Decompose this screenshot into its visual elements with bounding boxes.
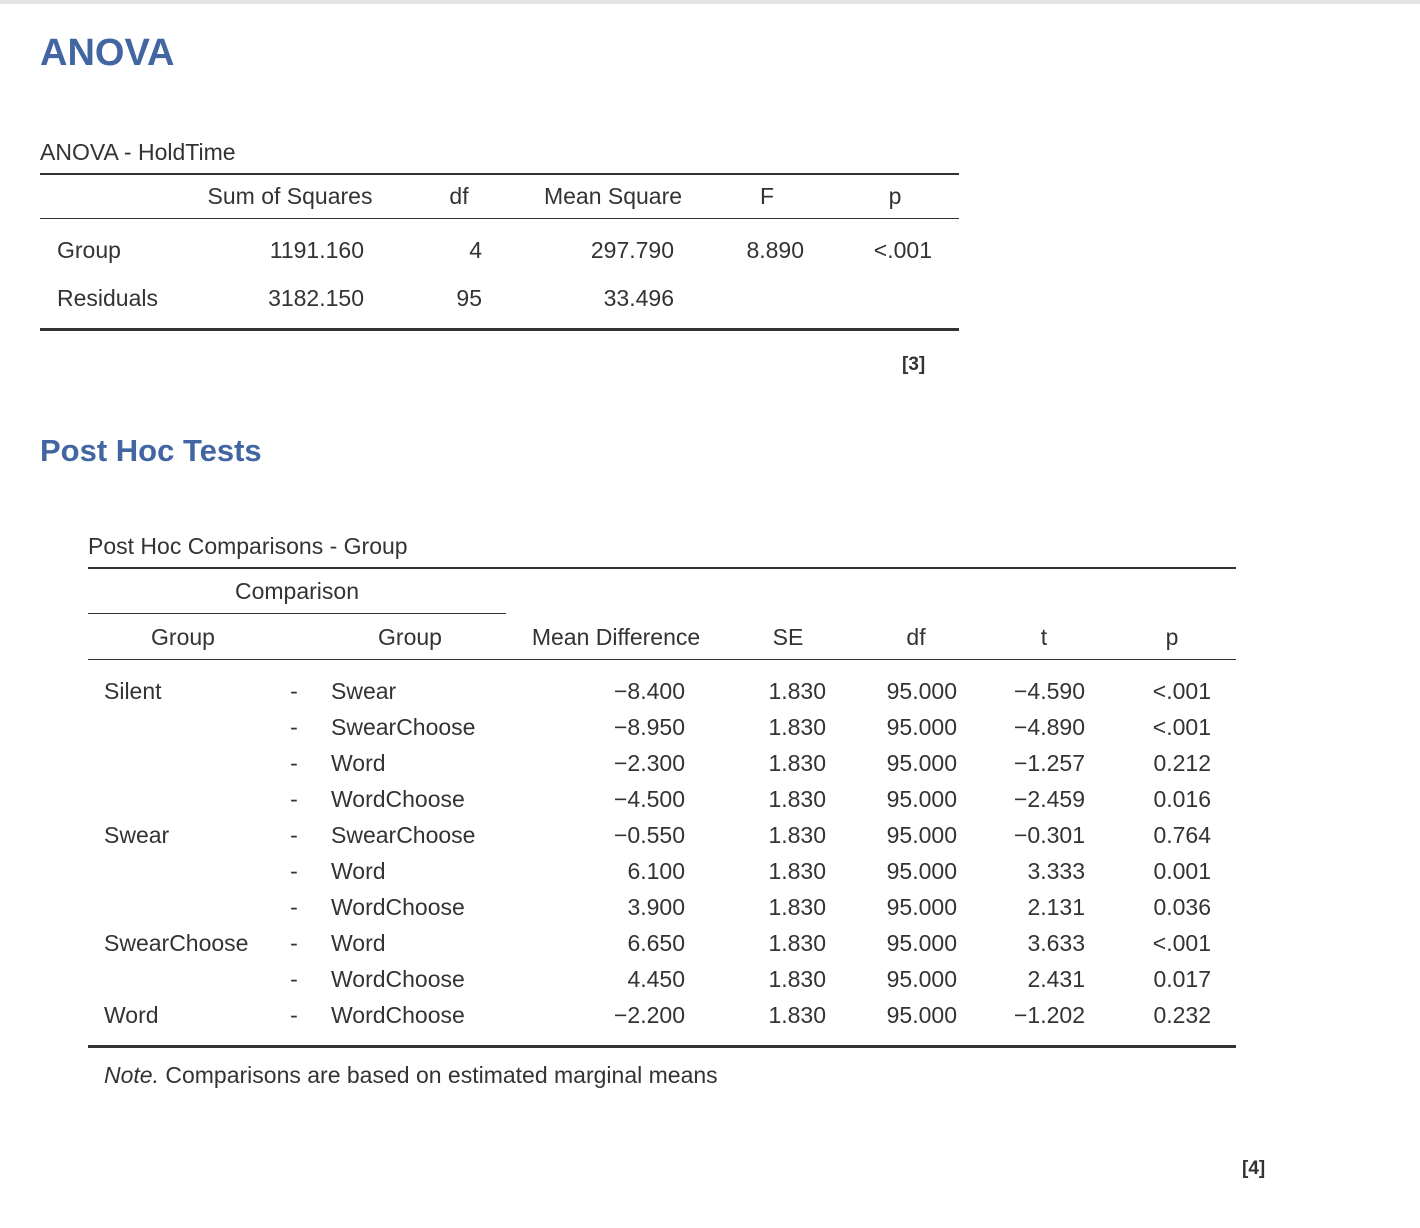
posthoc-cell-se: 1.830 xyxy=(768,786,826,812)
posthoc-cell-df: 95.000 xyxy=(886,750,957,776)
anova-header-df: df xyxy=(449,183,469,209)
posthoc-cell-t: −4.590 xyxy=(1014,678,1085,704)
posthoc-header-mean-difference: Mean Difference xyxy=(531,624,701,650)
posthoc-heading: Post Hoc Tests xyxy=(40,433,262,468)
posthoc-cell-df: 95.000 xyxy=(886,858,957,884)
anova-table-header-rule xyxy=(40,218,959,219)
posthoc-cell-group2: Swear xyxy=(331,678,397,704)
posthoc-table-title: Post Hoc Comparisons - Group xyxy=(88,533,408,559)
posthoc-cell-separator: - xyxy=(290,930,298,956)
posthoc-cell-t: −4.890 xyxy=(1014,714,1085,740)
posthoc-cell-t: −0.301 xyxy=(1014,822,1085,848)
posthoc-cell-df: 95.000 xyxy=(886,786,957,812)
posthoc-cell-se: 1.830 xyxy=(768,930,826,956)
posthoc-cell-p: 0.036 xyxy=(1153,894,1211,920)
posthoc-cell-p: <.001 xyxy=(1152,714,1211,740)
anova-reference: [3] xyxy=(902,354,926,375)
posthoc-cell-group2: Word xyxy=(331,750,386,776)
posthoc-header-t: t xyxy=(1040,624,1048,650)
posthoc-cell-se: 1.830 xyxy=(768,714,826,740)
posthoc-cell-se: 1.830 xyxy=(768,858,826,884)
posthoc-cell-mean-difference: −8.400 xyxy=(614,678,685,704)
posthoc-cell-df: 95.000 xyxy=(886,714,957,740)
posthoc-header-df: df xyxy=(906,624,926,650)
posthoc-cell-mean-difference: −8.950 xyxy=(614,714,685,740)
posthoc-cell-se: 1.830 xyxy=(768,966,826,992)
posthoc-comparison-header: Comparison xyxy=(235,578,359,604)
posthoc-cell-mean-difference: −4.500 xyxy=(614,786,685,812)
posthoc-cell-t: 2.431 xyxy=(1027,966,1085,992)
anova-row-f: 8.890 xyxy=(746,237,804,263)
posthoc-cell-t: −2.459 xyxy=(1014,786,1085,812)
anova-header-sum-of-squares: Sum of Squares xyxy=(207,183,373,209)
posthoc-cell-se: 1.830 xyxy=(768,750,826,776)
anova-row-df: 4 xyxy=(469,237,482,263)
posthoc-cell-df: 95.000 xyxy=(886,678,957,704)
posthoc-cell-separator: - xyxy=(290,786,298,812)
anova-row-df: 95 xyxy=(456,285,482,311)
posthoc-cell-group2: WordChoose xyxy=(331,1002,465,1028)
posthoc-table-header-rule xyxy=(88,659,1236,660)
posthoc-cell-p: <.001 xyxy=(1152,930,1211,956)
posthoc-cell-separator: - xyxy=(290,1002,298,1028)
anova-row-ss: 3182.150 xyxy=(268,285,364,311)
posthoc-cell-p: 0.016 xyxy=(1153,786,1211,812)
anova-table-bottom-rule xyxy=(40,328,959,331)
posthoc-reference: [4] xyxy=(1242,1158,1266,1179)
posthoc-cell-p: 0.764 xyxy=(1153,822,1211,848)
anova-header-p: p xyxy=(888,183,902,209)
posthoc-cell-group2: Word xyxy=(331,930,386,956)
posthoc-cell-mean-difference: 6.100 xyxy=(627,858,685,884)
posthoc-cell-p: 0.001 xyxy=(1153,858,1211,884)
posthoc-cell-p: 0.232 xyxy=(1153,1002,1211,1028)
posthoc-cell-df: 95.000 xyxy=(886,1002,957,1028)
anova-header-mean-square: Mean Square xyxy=(543,183,683,209)
posthoc-cell-separator: - xyxy=(290,966,298,992)
posthoc-cell-p: 0.017 xyxy=(1153,966,1211,992)
posthoc-cell-t: 2.131 xyxy=(1027,894,1085,920)
posthoc-header-se: SE xyxy=(772,624,804,650)
posthoc-header-p: p xyxy=(1165,624,1179,650)
posthoc-cell-p: 0.212 xyxy=(1153,750,1211,776)
posthoc-note xyxy=(104,1062,718,1089)
posthoc-cell-group2: WordChoose xyxy=(331,966,465,992)
posthoc-cell-group2: WordChoose xyxy=(331,786,465,812)
anova-table-top-rule xyxy=(40,173,959,175)
anova-heading: ANOVA xyxy=(40,32,175,74)
posthoc-cell-t: 3.333 xyxy=(1027,858,1085,884)
posthoc-cell-separator: - xyxy=(290,894,298,920)
posthoc-cell-group2: Word xyxy=(331,858,386,884)
posthoc-cell-t: −1.202 xyxy=(1014,1002,1085,1028)
posthoc-cell-se: 1.830 xyxy=(768,678,826,704)
posthoc-cell-group2: WordChoose xyxy=(331,894,465,920)
posthoc-cell-df: 95.000 xyxy=(886,894,957,920)
anova-row-term: Residuals xyxy=(57,285,158,311)
anova-header-f: F xyxy=(759,183,775,209)
posthoc-cell-group1: Word xyxy=(104,1002,159,1028)
note-label: Note. xyxy=(104,1062,159,1088)
anova-row-ms: 297.790 xyxy=(590,237,674,263)
posthoc-cell-se: 1.830 xyxy=(768,822,826,848)
posthoc-cell-mean-difference: −2.200 xyxy=(614,1002,685,1028)
posthoc-cell-separator: - xyxy=(290,822,298,848)
posthoc-cell-separator: - xyxy=(290,714,298,740)
posthoc-cell-group1: SwearChoose xyxy=(104,930,249,956)
posthoc-header-group2: Group xyxy=(378,624,442,650)
top-border xyxy=(0,0,1420,4)
posthoc-cell-mean-difference: −0.550 xyxy=(614,822,685,848)
posthoc-cell-mean-difference: 4.450 xyxy=(627,966,685,992)
posthoc-cell-mean-difference: −2.300 xyxy=(614,750,685,776)
posthoc-cell-group1: Swear xyxy=(104,822,170,848)
posthoc-cell-se: 1.830 xyxy=(768,1002,826,1028)
posthoc-cell-se: 1.830 xyxy=(768,894,826,920)
posthoc-cell-separator: - xyxy=(290,750,298,776)
posthoc-cell-t: 3.633 xyxy=(1027,930,1085,956)
note-text: Comparisons are based on estimated marginal means xyxy=(158,1062,718,1088)
posthoc-cell-mean-difference: 3.900 xyxy=(627,894,685,920)
posthoc-header-group1: Group xyxy=(151,624,215,650)
posthoc-cell-group1: Silent xyxy=(104,678,162,704)
anova-row-ss: 1191.160 xyxy=(269,237,364,263)
posthoc-cell-separator: - xyxy=(290,678,298,704)
anova-row-term: Group xyxy=(57,237,121,263)
posthoc-cell-p: <.001 xyxy=(1152,678,1211,704)
anova-row-p: <.001 xyxy=(873,237,932,263)
posthoc-cell-mean-difference: 6.650 xyxy=(627,930,685,956)
posthoc-cell-group2: SwearChoose xyxy=(331,714,476,740)
anova-row-ms: 33.496 xyxy=(603,285,674,311)
posthoc-comparison-rule xyxy=(88,613,506,614)
posthoc-cell-df: 95.000 xyxy=(886,930,957,956)
posthoc-cell-df: 95.000 xyxy=(886,966,957,992)
posthoc-table-top-rule xyxy=(88,567,1236,569)
posthoc-cell-df: 95.000 xyxy=(886,822,957,848)
posthoc-cell-separator: - xyxy=(290,858,298,884)
posthoc-table-bottom-rule xyxy=(88,1045,1236,1048)
posthoc-cell-t: −1.257 xyxy=(1014,750,1085,776)
anova-table-title: ANOVA - HoldTime xyxy=(40,139,236,165)
posthoc-cell-group2: SwearChoose xyxy=(331,822,476,848)
